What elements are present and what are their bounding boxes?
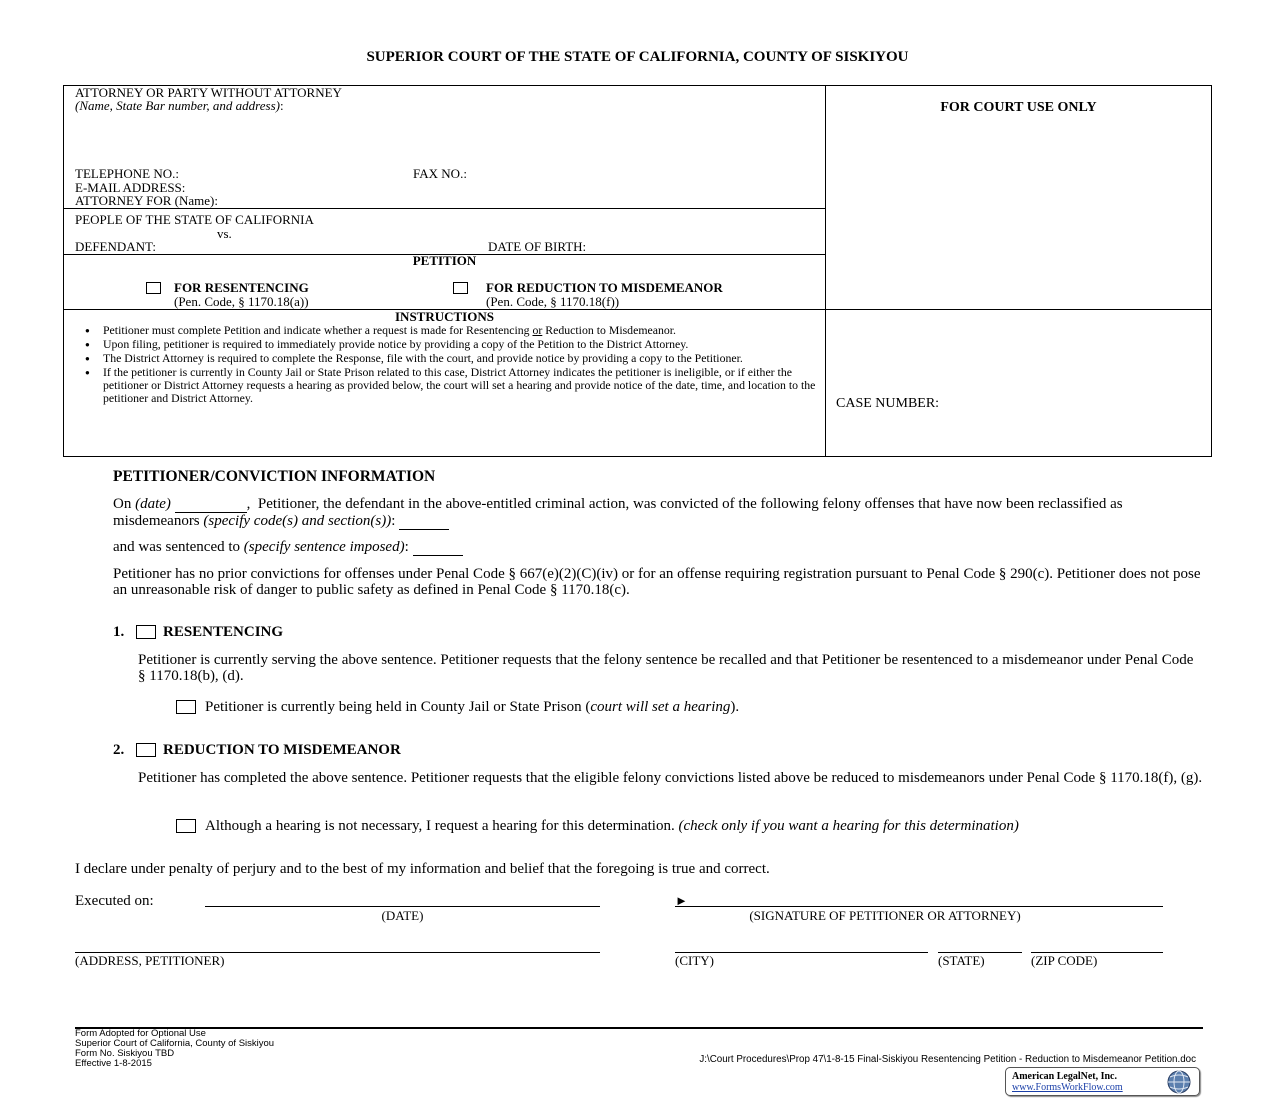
- reduction-section-number: 2.: [113, 742, 125, 758]
- colon: :: [404, 539, 409, 555]
- logo-name: American LegalNet, Inc.: [1012, 1071, 1117, 1082]
- conviction-text: Petitioner, the defendant in the above-entitled criminal action, was convicted of the following felony offenses that have now been reclassified as misdemeanors: [113, 496, 1123, 529]
- court-title: SUPERIOR COURT OF THE STATE OF CALIFORNIA, COUNTY OF SISKIYOU: [366, 49, 909, 65]
- instruction-text: Reduction to Misdemeanor.: [542, 323, 676, 337]
- people-label: PEOPLE OF THE STATE OF CALIFORNIA: [75, 212, 314, 227]
- signature-field[interactable]: [675, 906, 1163, 907]
- reduction-code: (Pen. Code, § 1170.18(f)): [486, 294, 620, 309]
- footer-line: Effective 1-8-2015: [75, 1058, 152, 1069]
- instructions-heading: INSTRUCTIONS: [395, 309, 494, 324]
- footer-file-path: J:\Court Procedures\Prop 47\1-8-15 Final-Siskiyou Resentencing Petition - Reduction to Misdemeanor Petition.doc: [699, 1054, 1196, 1065]
- city-caption: (CITY): [675, 953, 714, 968]
- footer-line: Superior Court of California, County of Siskiyou: [75, 1038, 275, 1049]
- dob-label: DATE OF BIRTH:: [488, 239, 587, 254]
- footer-form-info: [75, 1029, 274, 1069]
- court-use-label: FOR COURT USE ONLY: [940, 100, 1097, 115]
- conviction-date-field[interactable]: [175, 496, 247, 513]
- petition-heading: PETITION: [412, 253, 477, 268]
- resentencing-code: (Pen. Code, § 1170.18(a)): [174, 294, 309, 309]
- telephone-label: TELEPHONE NO.:: [75, 166, 179, 181]
- footer-line: Form No. Siskiyou TBD: [75, 1048, 175, 1059]
- attorney-sub-italic: (Name, State Bar number, and address): [75, 98, 280, 113]
- resentencing-option-label: FOR RESENTENCING: [174, 280, 309, 295]
- hearing-italic: (check only if you want a hearing for this determination): [678, 818, 1019, 834]
- jail-prison-text: [205, 699, 739, 715]
- code-section-field[interactable]: [399, 513, 449, 530]
- address-caption: (ADDRESS, PETITIONER): [75, 953, 225, 968]
- instruction-or: or: [532, 323, 543, 337]
- signature-caption: (SIGNATURE OF PETITIONER OR ATTORNEY): [749, 908, 1021, 923]
- reduction-option-label: FOR REDUCTION TO MISDEMEANOR: [486, 280, 723, 295]
- signature-arrow: ►: [675, 893, 688, 908]
- hearing-request-text: [175, 818, 1185, 834]
- resentencing-section-title: RESENTENCING: [163, 624, 284, 640]
- sentence-line: [113, 539, 463, 556]
- attorney-label: ATTORNEY OR PARTY WITHOUT ATTORNEY: [75, 85, 342, 100]
- zip-caption: (ZIP CODE): [1031, 953, 1098, 968]
- footer-line: Form Adopted for Optional Use: [75, 1028, 206, 1039]
- on-text: On: [113, 496, 136, 512]
- date-caption: (DATE): [381, 908, 424, 923]
- logo-url: www.FormsWorkFlow.com: [1012, 1082, 1123, 1093]
- logo: [1005, 1067, 1200, 1096]
- fax-label: FAX NO.:: [413, 166, 467, 181]
- list-item: ● The District Attorney is required to complete the Response, file with the court, and provide notice by providing a copy to the Petitioner.: [77, 352, 822, 365]
- section-title: PETITIONER/CONVICTION INFORMATION: [113, 468, 436, 485]
- instruction-text: Petitioner must complete Petition and indicate whether a request is made for Resentencing: [103, 323, 533, 337]
- declaration: I declare under penalty of perjury and to the best of my information and belief that the foregoing is true and correct.: [75, 861, 770, 877]
- jail-end: ).: [730, 699, 740, 715]
- globe-icon: [1166, 1069, 1192, 1100]
- resentencing-section-checkbox[interactable]: [136, 625, 156, 639]
- attorney-sub-colon: :: [279, 98, 284, 113]
- resentencing-checkbox[interactable]: [146, 282, 161, 294]
- resentencing-text: Petitioner is currently serving the above sentence. Petitioner requests that the felony sentence be recalled and that Petitioner be resentenced to a misdemeanor under Penal Code § 1170.18(b), (d).: [138, 652, 1194, 684]
- reduction-text: Petitioner has completed the above sentence. Petitioner requests that the eligible felony convictions listed above be reduced to misdemeanors under Penal Code § 1170.18(f), (g).: [138, 770, 1203, 786]
- list-item: [77, 324, 822, 337]
- code-section-italic: (specify code(s) and section(s)): [203, 513, 392, 529]
- executed-on-label: Executed on:: [75, 893, 154, 909]
- sentence-field[interactable]: [413, 539, 463, 556]
- vs-label: vs.: [217, 226, 232, 241]
- attorney-sub: [75, 99, 284, 113]
- case-number-label: CASE NUMBER:: [836, 396, 940, 411]
- attorney-for-label: ATTORNEY FOR (Name):: [75, 193, 218, 208]
- hearing-text: Although a hearing is not necessary, I request a hearing for this determination.: [205, 818, 679, 834]
- sentence-text: and was sentenced to: [113, 539, 244, 555]
- prior-convictions-paragraph: Petitioner has no prior convictions for offenses under Penal Code § 667(e)(2)(C)(iv) or for an offense requiring registration pursuant to Penal Code § 290(c). Petitioner does not pose an unreasonable risk of danger to public safety as defined in Penal Code § 1170.18(c).: [113, 566, 1201, 598]
- date-field[interactable]: [205, 906, 600, 907]
- divider: [63, 208, 826, 209]
- reduction-checkbox[interactable]: [453, 282, 468, 294]
- state-caption: (STATE): [938, 953, 985, 968]
- date-italic: (date): [135, 496, 171, 512]
- colon: :: [391, 513, 396, 529]
- reduction-section-title: REDUCTION TO MISDEMEANOR: [163, 742, 401, 758]
- email-label: E-MAIL ADDRESS:: [75, 180, 186, 195]
- list-item: ● Upon filing, petitioner is required to immediately provide notice by providing a copy of the Petition to the District Attorney.: [77, 338, 822, 351]
- reduction-section-checkbox[interactable]: [136, 743, 156, 757]
- list-item: ● If the petitioner is currently in County Jail or State Prison related to this case, District Attorney indicates the petitioner is ineligible, or if either the petitioner or District Attorney requests a hearing as provided below, the court will set a hearing and provide notice of the date, time, and location to the petitioner and District Attorney.: [77, 366, 822, 405]
- jail-prison-checkbox[interactable]: [176, 700, 196, 714]
- jail-text: Petitioner is currently being held in County Jail or State Prison (: [205, 699, 591, 715]
- defendant-label: DEFENDANT:: [75, 239, 156, 254]
- comma: ,: [246, 496, 251, 512]
- instructions-list: [77, 324, 822, 406]
- jail-italic: court will set a hearing: [590, 699, 731, 715]
- resentencing-section-number: 1.: [113, 624, 125, 640]
- sentence-italic: (specify sentence imposed): [243, 539, 405, 555]
- conviction-paragraph: [113, 496, 1203, 530]
